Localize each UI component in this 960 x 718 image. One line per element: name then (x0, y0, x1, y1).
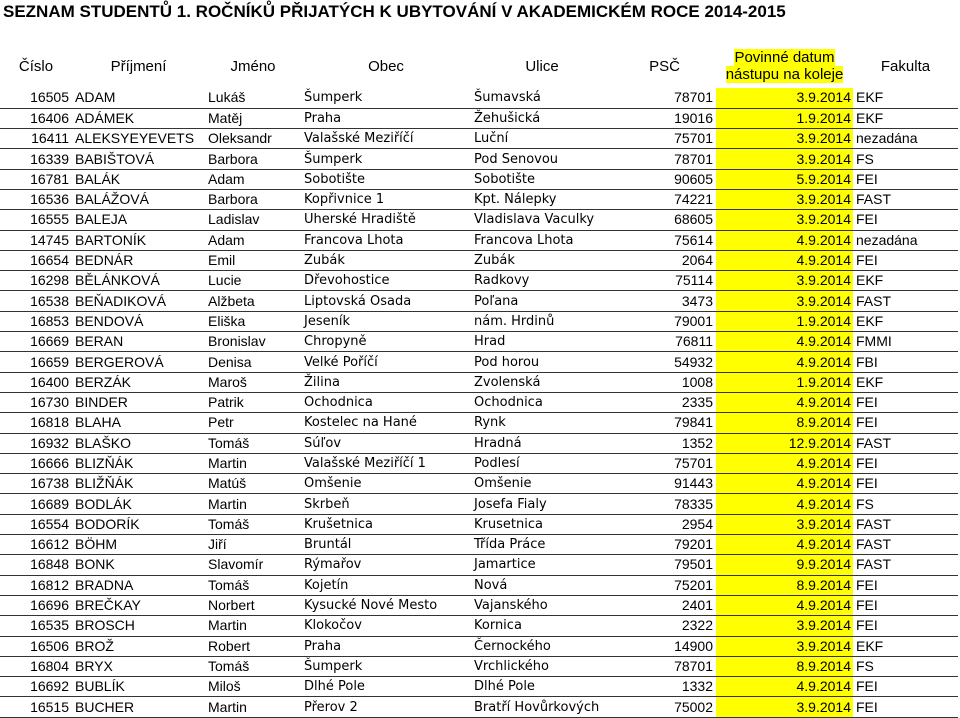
table-row (0, 535, 958, 555)
cell-town: Rýmařov (301, 555, 471, 575)
table-row (0, 169, 958, 189)
cell-number: 16812 (0, 575, 72, 595)
cell-surname: ALEKSYEYEVETS (72, 129, 205, 149)
table-row (0, 149, 958, 169)
cell-due-date: 4.9.2014 (716, 677, 853, 697)
table-row (0, 697, 958, 717)
cell-town: Žilina (301, 372, 471, 392)
header-faculty: Fakulta (880, 57, 931, 75)
cell-faculty: FEI (853, 697, 958, 717)
cell-zip: 76811 (613, 332, 716, 352)
header-firstname: Jméno (230, 57, 276, 75)
header-surname: Příjmení (110, 57, 167, 75)
cell-street: Pod horou (471, 352, 613, 372)
cell-faculty: FEI (853, 575, 958, 595)
cell-firstname: Slavomír (205, 555, 301, 575)
cell-surname: BABIŠTOVÁ (72, 149, 205, 169)
table-row (0, 372, 958, 392)
cell-faculty: EKF (853, 372, 958, 392)
cell-number: 16406 (0, 108, 72, 128)
cell-faculty: FAST (853, 291, 958, 311)
cell-street: Nová (471, 575, 613, 595)
cell-surname: ADAM (72, 88, 205, 108)
cell-number: 16654 (0, 250, 72, 270)
cell-zip: 3473 (613, 291, 716, 311)
cell-street: Kornica (471, 616, 613, 636)
cell-number: 16505 (0, 88, 72, 108)
cell-firstname: Martin (205, 453, 301, 473)
cell-street: Zubák (471, 250, 613, 270)
cell-faculty: FEI (853, 210, 958, 230)
cell-due-date: 8.9.2014 (716, 575, 853, 595)
cell-surname: BLAHA (72, 413, 205, 433)
table-row (0, 250, 958, 270)
cell-zip: 75701 (613, 129, 716, 149)
cell-zip: 79841 (613, 413, 716, 433)
cell-street: Luční (471, 129, 613, 149)
cell-number: 16555 (0, 210, 72, 230)
cell-town: Velké Poříčí (301, 352, 471, 372)
cell-faculty: FAST (853, 189, 958, 209)
cell-town: Ochodnica (301, 392, 471, 412)
cell-number: 16538 (0, 291, 72, 311)
cell-zip: 1332 (613, 677, 716, 697)
cell-number: 16781 (0, 169, 72, 189)
cell-firstname: Norbert (205, 595, 301, 615)
table-row (0, 88, 958, 108)
table-row (0, 189, 958, 209)
page-title: SEZNAM STUDENTŮ 1. ROČNÍKŮ PŘIJATÝCH K UBYTOVÁNÍ V AKADEMICKÉM ROCE 2014-2015 (3, 2, 786, 21)
cell-surname: BÖHM (72, 535, 205, 555)
cell-number: 16536 (0, 189, 72, 209)
cell-faculty: FEI (853, 392, 958, 412)
table-row (0, 413, 958, 433)
table-row (0, 230, 958, 250)
cell-number: 16554 (0, 514, 72, 534)
cell-surname: BERAN (72, 332, 205, 352)
cell-town: Praha (301, 636, 471, 656)
cell-surname: BERGEROVÁ (72, 352, 205, 372)
cell-firstname: Martin (205, 697, 301, 717)
cell-number: 16818 (0, 413, 72, 433)
cell-faculty: FS (853, 656, 958, 676)
table-row (0, 514, 958, 534)
cell-street: Hradná (471, 433, 613, 453)
cell-town: Uherské Hradiště (301, 210, 471, 230)
table-row (0, 494, 958, 514)
cell-surname: BLIŽŇÁK (72, 474, 205, 494)
cell-due-date: 3.9.2014 (716, 210, 853, 230)
cell-zip: 75614 (613, 230, 716, 250)
cell-zip: 75002 (613, 697, 716, 717)
cell-surname: BROŽ (72, 636, 205, 656)
cell-street: Vladislava Vaculky (471, 210, 613, 230)
cell-zip: 75201 (613, 575, 716, 595)
cell-due-date: 8.9.2014 (716, 413, 853, 433)
cell-town: Kysucké Nové Mesto (301, 595, 471, 615)
cell-number: 16853 (0, 311, 72, 331)
cell-number: 16400 (0, 372, 72, 392)
cell-due-date: 4.9.2014 (716, 474, 853, 494)
table-row (0, 575, 958, 595)
cell-firstname: Oleksandr (205, 129, 301, 149)
cell-town: Šumperk (301, 149, 471, 169)
cell-firstname: Tomáš (205, 575, 301, 595)
cell-due-date: 8.9.2014 (716, 656, 853, 676)
cell-firstname: Adam (205, 169, 301, 189)
cell-zip: 2322 (613, 616, 716, 636)
cell-zip: 2401 (613, 595, 716, 615)
cell-number: 16692 (0, 677, 72, 697)
table-row (0, 555, 958, 575)
cell-number: 16506 (0, 636, 72, 656)
cell-zip: 90605 (613, 169, 716, 189)
cell-firstname: Adam (205, 230, 301, 250)
cell-surname: BARTONÍK (72, 230, 205, 250)
cell-faculty: FAST (853, 555, 958, 575)
cell-faculty: FS (853, 149, 958, 169)
cell-number: 14745 (0, 230, 72, 250)
cell-surname: BRADNA (72, 575, 205, 595)
cell-surname: BLIZŇÁK (72, 453, 205, 473)
cell-surname: BONK (72, 555, 205, 575)
cell-due-date: 1.9.2014 (716, 372, 853, 392)
cell-surname: BEŇADIKOVÁ (72, 291, 205, 311)
cell-number: 16339 (0, 149, 72, 169)
cell-firstname: Emil (205, 250, 301, 270)
cell-number: 16535 (0, 616, 72, 636)
cell-town: Kojetín (301, 575, 471, 595)
table-row (0, 108, 958, 128)
cell-town: Jeseník (301, 311, 471, 331)
cell-street: Pod Senovou (471, 149, 613, 169)
cell-faculty: FMMI (853, 332, 958, 352)
cell-zip: 75701 (613, 453, 716, 473)
cell-street: Hrad (471, 332, 613, 352)
cell-zip: 2335 (613, 392, 716, 412)
cell-faculty: nezadána (853, 230, 958, 250)
cell-faculty: EKF (853, 636, 958, 656)
cell-town: Bruntál (301, 535, 471, 555)
cell-town: Zubák (301, 250, 471, 270)
cell-street: nám. Hrdinů (471, 311, 613, 331)
cell-surname: BLAŠKO (72, 433, 205, 453)
cell-zip: 19016 (613, 108, 716, 128)
cell-surname: ADÁMEK (72, 108, 205, 128)
cell-zip: 79201 (613, 535, 716, 555)
cell-surname: BEDNÁR (72, 250, 205, 270)
cell-due-date: 1.9.2014 (716, 108, 853, 128)
cell-street: Černockého (471, 636, 613, 656)
cell-street: Rynk (471, 413, 613, 433)
cell-firstname: Matúš (205, 474, 301, 494)
cell-faculty: EKF (853, 88, 958, 108)
cell-firstname: Alžbeta (205, 291, 301, 311)
cell-surname: BERZÁK (72, 372, 205, 392)
cell-faculty: FEI (853, 474, 958, 494)
cell-surname: BROSCH (72, 616, 205, 636)
cell-zip: 74221 (613, 189, 716, 209)
cell-due-date: 4.9.2014 (716, 230, 853, 250)
cell-firstname: Ladislav (205, 210, 301, 230)
cell-number: 16298 (0, 271, 72, 291)
cell-town: Liptovská Osada (301, 291, 471, 311)
cell-firstname: Lucie (205, 271, 301, 291)
cell-number: 16515 (0, 697, 72, 717)
cell-surname: BINDER (72, 392, 205, 412)
cell-number: 16738 (0, 474, 72, 494)
cell-town: Praha (301, 108, 471, 128)
cell-due-date: 3.9.2014 (716, 88, 853, 108)
cell-surname: BALÁŽOVÁ (72, 189, 205, 209)
cell-town: Francova Lhota (301, 230, 471, 250)
cell-town: Kopřivnice 1 (301, 189, 471, 209)
cell-zip: 54932 (613, 352, 716, 372)
table-row (0, 656, 958, 676)
header-street: Ulice (525, 57, 559, 75)
cell-number: 16669 (0, 332, 72, 352)
cell-street: Radkovy (471, 271, 613, 291)
table-row (0, 636, 958, 656)
cell-town: Valašské Meziříčí 1 (301, 453, 471, 473)
cell-firstname: Eliška (205, 311, 301, 331)
cell-town: Omšenie (301, 474, 471, 494)
cell-street: Jamartice (471, 555, 613, 575)
cell-street: Podlesí (471, 453, 613, 473)
cell-faculty: FAST (853, 514, 958, 534)
cell-firstname: Tomáš (205, 514, 301, 534)
cell-due-date: 9.9.2014 (716, 555, 853, 575)
cell-zip: 91443 (613, 474, 716, 494)
cell-street: Francova Lhota (471, 230, 613, 250)
cell-zip: 14900 (613, 636, 716, 656)
cell-due-date: 4.9.2014 (716, 453, 853, 473)
cell-due-date: 5.9.2014 (716, 169, 853, 189)
cell-faculty: FEI (853, 677, 958, 697)
cell-firstname: Barbora (205, 149, 301, 169)
cell-zip: 79001 (613, 311, 716, 331)
cell-surname: BUCHER (72, 697, 205, 717)
table-row (0, 332, 958, 352)
table-row (0, 352, 958, 372)
cell-town: Dřevohostice (301, 271, 471, 291)
cell-number: 16689 (0, 494, 72, 514)
table-row (0, 210, 958, 230)
cell-due-date: 3.9.2014 (716, 129, 853, 149)
cell-number: 16848 (0, 555, 72, 575)
cell-town: Valašské Meziříčí (301, 129, 471, 149)
cell-surname: BENDOVÁ (72, 311, 205, 331)
cell-faculty: FEI (853, 169, 958, 189)
cell-faculty: FEI (853, 250, 958, 270)
cell-firstname: Denisa (205, 352, 301, 372)
table-row (0, 271, 958, 291)
cell-faculty: EKF (853, 108, 958, 128)
cell-firstname: Patrik (205, 392, 301, 412)
cell-faculty: nezadána (853, 129, 958, 149)
cell-number: 16804 (0, 656, 72, 676)
cell-zip: 1008 (613, 372, 716, 392)
cell-due-date: 1.9.2014 (716, 311, 853, 331)
cell-street: Krusetnica (471, 514, 613, 534)
cell-surname: BREČKAY (72, 595, 205, 615)
cell-street: Třída Práce (471, 535, 613, 555)
cell-number: 16411 (0, 129, 72, 149)
cell-surname: BALEJA (72, 210, 205, 230)
table-row (0, 677, 958, 697)
table-row (0, 616, 958, 636)
cell-firstname: Matěj (205, 108, 301, 128)
cell-number: 16666 (0, 453, 72, 473)
cell-faculty: EKF (853, 271, 958, 291)
cell-number: 16932 (0, 433, 72, 453)
cell-zip: 78701 (613, 656, 716, 676)
cell-firstname: Tomáš (205, 656, 301, 676)
cell-street: Ochodnica (471, 392, 613, 412)
table-row (0, 129, 958, 149)
cell-faculty: FEI (853, 413, 958, 433)
cell-zip: 68605 (613, 210, 716, 230)
cell-faculty: FAST (853, 535, 958, 555)
cell-town: Chropyně (301, 332, 471, 352)
table-row (0, 595, 958, 615)
cell-firstname: Tomáš (205, 433, 301, 453)
table-row (0, 392, 958, 412)
cell-firstname: Lukáš (205, 88, 301, 108)
cell-street: Omšenie (471, 474, 613, 494)
cell-firstname: Jiří (205, 535, 301, 555)
cell-zip: 1352 (613, 433, 716, 453)
cell-town: Skrbeň (301, 494, 471, 514)
cell-town: Krušetnica (301, 514, 471, 534)
cell-street: Dlhé Pole (471, 677, 613, 697)
cell-street: Sobotište (471, 169, 613, 189)
cell-street: Žehušická (471, 108, 613, 128)
cell-due-date: 4.9.2014 (716, 392, 853, 412)
table-row (0, 474, 958, 494)
cell-due-date: 4.9.2014 (716, 494, 853, 514)
cell-number: 16612 (0, 535, 72, 555)
cell-zip: 2954 (613, 514, 716, 534)
cell-zip: 78701 (613, 88, 716, 108)
cell-town: Dlhé Pole (301, 677, 471, 697)
header-number: Číslo (18, 57, 54, 75)
cell-due-date: 3.9.2014 (716, 697, 853, 717)
cell-faculty: FBI (853, 352, 958, 372)
cell-surname: BRYX (72, 656, 205, 676)
cell-due-date: 3.9.2014 (716, 514, 853, 534)
cell-due-date: 3.9.2014 (716, 271, 853, 291)
cell-zip: 79501 (613, 555, 716, 575)
cell-due-date: 4.9.2014 (716, 352, 853, 372)
cell-due-date: 3.9.2014 (716, 149, 853, 169)
cell-firstname: Barbora (205, 189, 301, 209)
cell-street: Josefa Fialy (471, 494, 613, 514)
cell-town: Přerov 2 (301, 697, 471, 717)
cell-town: Súľov (301, 433, 471, 453)
table-header-row (0, 44, 958, 88)
cell-town: Kostelec na Hané (301, 413, 471, 433)
cell-street: Vajanského (471, 595, 613, 615)
header-due-date-line1: Povinné datum (734, 49, 835, 66)
header-zip: PSČ (649, 57, 680, 75)
cell-faculty: FEI (853, 595, 958, 615)
cell-faculty: EKF (853, 311, 958, 331)
cell-due-date: 4.9.2014 (716, 332, 853, 352)
cell-due-date: 3.9.2014 (716, 291, 853, 311)
cell-street: Bratří Hovůrkových (471, 697, 613, 717)
cell-zip: 75114 (613, 271, 716, 291)
cell-firstname: Martin (205, 494, 301, 514)
table-row (0, 433, 958, 453)
cell-street: Kpt. Nálepky (471, 189, 613, 209)
cell-faculty: FAST (853, 433, 958, 453)
cell-street: Poľana (471, 291, 613, 311)
cell-due-date: 3.9.2014 (716, 616, 853, 636)
cell-street: Šumavská (471, 88, 613, 108)
cell-firstname: Miloš (205, 677, 301, 697)
cell-surname: BALÁK (72, 169, 205, 189)
cell-zip: 2064 (613, 250, 716, 270)
cell-street: Vrchlického (471, 656, 613, 676)
cell-town: Klokočov (301, 616, 471, 636)
cell-firstname: Robert (205, 636, 301, 656)
cell-faculty: FS (853, 494, 958, 514)
header-due-date (716, 44, 853, 88)
cell-due-date: 4.9.2014 (716, 535, 853, 555)
cell-number: 16659 (0, 352, 72, 372)
cell-firstname: Martin (205, 616, 301, 636)
cell-firstname: Maroš (205, 372, 301, 392)
cell-faculty: FEI (853, 453, 958, 473)
table-row (0, 311, 958, 331)
cell-faculty: FEI (853, 616, 958, 636)
cell-town: Sobotište (301, 169, 471, 189)
cell-zip: 78335 (613, 494, 716, 514)
cell-town: Šumperk (301, 656, 471, 676)
cell-number: 16696 (0, 595, 72, 615)
cell-surname: BĚLÁNKOVÁ (72, 271, 205, 291)
cell-street: Zvolenská (471, 372, 613, 392)
cell-due-date: 3.9.2014 (716, 189, 853, 209)
cell-firstname: Bronislav (205, 332, 301, 352)
cell-surname: BODLÁK (72, 494, 205, 514)
header-due-date-line2: nástupu na koleje (725, 66, 844, 83)
cell-firstname: Petr (205, 413, 301, 433)
cell-zip: 78701 (613, 149, 716, 169)
cell-surname: BODORÍK (72, 514, 205, 534)
cell-due-date: 4.9.2014 (716, 595, 853, 615)
students-table (0, 44, 958, 718)
table-row (0, 453, 958, 473)
cell-surname: BUBLÍK (72, 677, 205, 697)
header-town: Obec (368, 57, 404, 75)
cell-town: Šumperk (301, 88, 471, 108)
cell-number: 16730 (0, 392, 72, 412)
cell-due-date: 4.9.2014 (716, 250, 853, 270)
cell-due-date: 12.9.2014 (716, 433, 853, 453)
cell-due-date: 3.9.2014 (716, 636, 853, 656)
table-row (0, 291, 958, 311)
